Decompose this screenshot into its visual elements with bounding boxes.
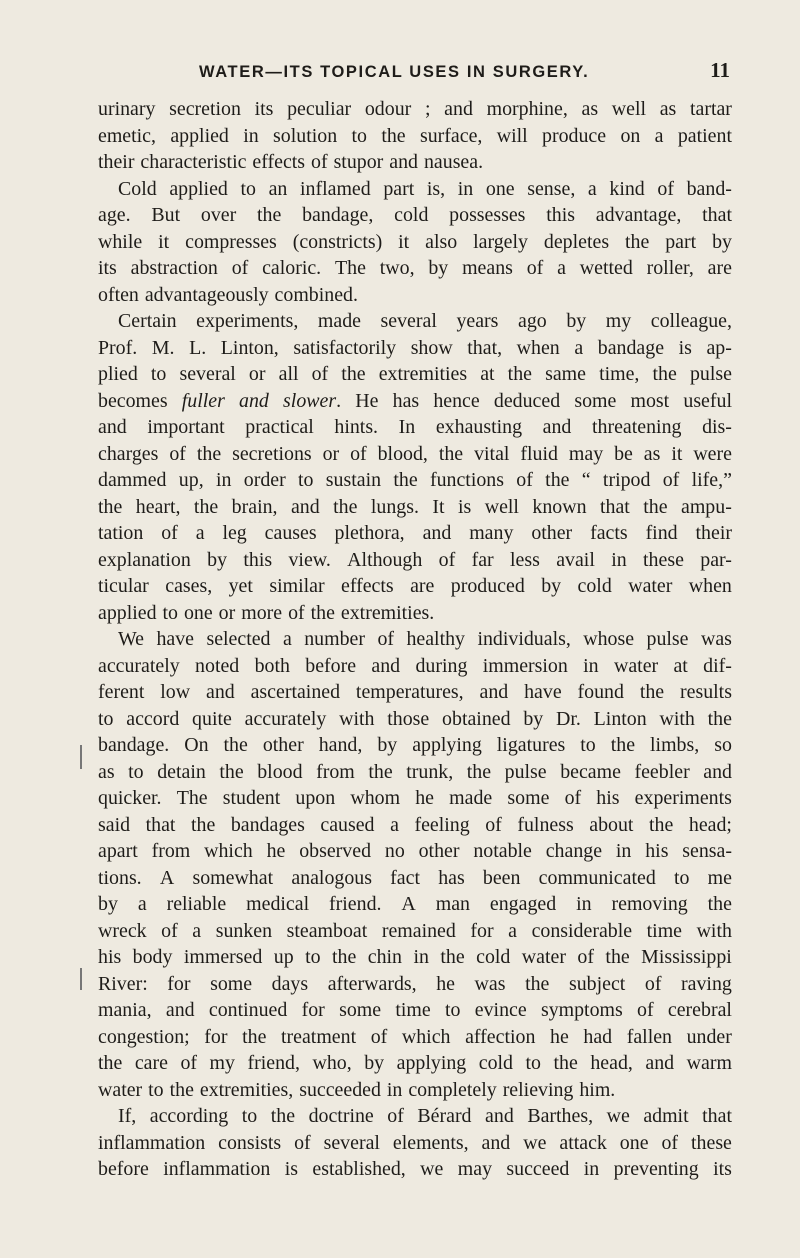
text-line: age. But over the bandage, cold possesses this advantage, that: [98, 204, 732, 226]
text-line: charges of the secretions or of blood, the vital fluid may be as it were: [98, 442, 732, 465]
text-line: accurately noted both before and during immersion in water at dif-: [98, 654, 732, 677]
text-line: River: for some days afterwards, he was the subject of raving: [98, 972, 732, 995]
running-header: [199, 58, 730, 83]
text-line: the care of my friend, who, by applying cold to the head, and warm: [98, 1052, 732, 1074]
text-line: his body immersed up to the chin in the cold water of the Mississippi: [98, 946, 732, 968]
text-line: ferent low and ascertained temperatures, and have found the results: [98, 681, 732, 703]
text-line: mania, and continued for some time to evince symptoms of cerebral: [98, 999, 732, 1021]
text-line: and important practical hints. In exhausting and threatening dis-: [98, 416, 732, 438]
text-line: emetic, applied in solution to the surface, will produce on a patient: [98, 124, 732, 147]
text-line: bandage. On the other hand, by applying ligatures to the limbs, so: [98, 734, 732, 756]
text-line: the heart, the brain, and the lungs. It is well known that the ampu-: [98, 495, 732, 518]
scan-artifact: [80, 968, 82, 990]
text-line: ticular cases, yet similar effects are produced by cold water when: [98, 575, 732, 597]
text-line: wreck of a sunken steamboat remained for a considerable time with: [98, 919, 732, 942]
text-line: its abstraction of caloric. The two, by means of a wetted roller, are: [98, 257, 732, 279]
text-line: tation of a leg causes plethora, and many other facts find their: [98, 522, 732, 544]
body-text: [98, 96, 732, 1183]
text-line: explanation by this view. Although of far less avail in these par-: [98, 548, 732, 571]
page-number: 11: [710, 58, 730, 82]
text-line: Certain experiments, made several years ago by my colleague,: [118, 310, 732, 332]
text-line: as to detain the blood from the trunk, the pulse became feebler and: [98, 760, 732, 783]
text-line: inflammation consists of several elements, and we attack one of these: [98, 1131, 732, 1154]
text-line: to accord quite accurately with those obtained by Dr. Linton with the: [98, 707, 732, 730]
text-line: their characteristic effects of stupor and nausea.: [98, 151, 484, 173]
text-line: apart from which he observed no other notable change in his sensa-: [98, 840, 732, 862]
text-line: often advantageously combined.: [98, 283, 358, 306]
text-line: Prof. M. L. Linton, satisfactorily show that, when a bandage is ap-: [98, 336, 732, 359]
text-line: by a reliable medical friend. A man engaged in removing the: [98, 893, 732, 915]
scan-artifact: [80, 745, 82, 769]
text-line: applied to one or more of the extremities.: [98, 601, 435, 624]
text-line: dammed up, in order to sustain the functions of the “ tripod of life,”: [98, 469, 732, 491]
text-line: water to the extremities, succeeded in completely relieving him.: [98, 1078, 616, 1101]
text-line: before inflammation is established, we may succeed in preventing its: [98, 1158, 732, 1180]
text-line: We have selected a number of healthy individuals, whose pulse was: [118, 628, 732, 650]
text-line: becomes fuller and slower. He has hence deduced some most useful: [98, 389, 732, 412]
running-title: WATER—ITS TOPICAL USES IN SURGERY.: [199, 63, 590, 81]
text-line: said that the bandages caused a feeling of fulness about the head;: [98, 813, 732, 836]
text-line: plied to several or all of the extremities at the same time, the pulse: [98, 363, 732, 385]
text-line: tions. A somewhat analogous fact has been communicated to me: [98, 866, 732, 889]
text-line: while it compresses (constricts) it also largely depletes the part by: [98, 230, 732, 253]
text-line: Cold applied to an inflamed part is, in one sense, a kind of band-: [118, 177, 732, 200]
text-line: urinary secretion its peculiar odour ; and morphine, as well as tartar: [98, 98, 732, 120]
text-line: congestion; for the treatment of which affection he had fallen under: [98, 1025, 732, 1048]
text-line: quicker. The student upon whom he made some of his experiments: [98, 787, 732, 809]
text-line: If, according to the doctrine of Bérard and Barthes, we admit that: [118, 1105, 732, 1127]
